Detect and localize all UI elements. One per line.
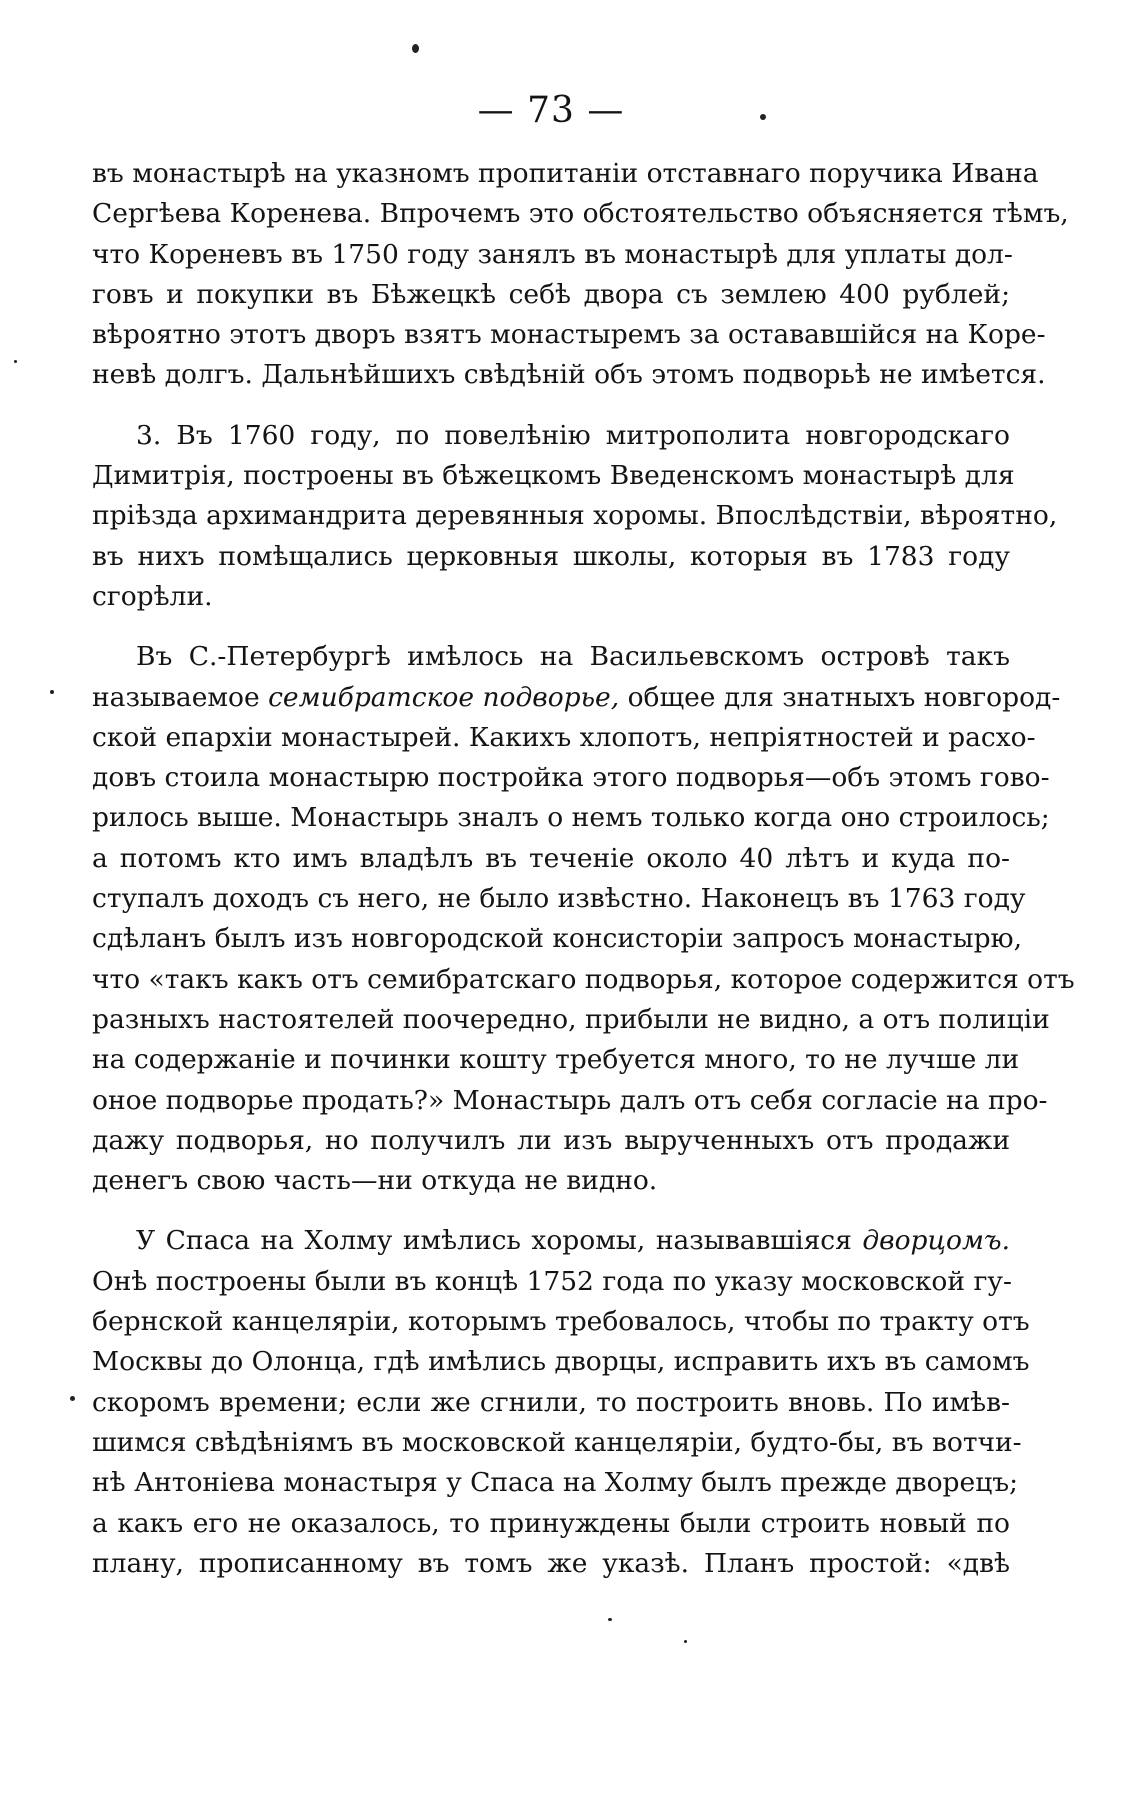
text-line: Сергѣева Коренева. Впрочемъ это обстоятельство объясняется тѣмъ, — [92, 198, 1069, 230]
text-line: скоромъ времени; если же сгнили, то построить вновь. По имѣв- — [92, 1386, 1010, 1418]
text-line: Димитрія, построены въ бѣжецкомъ Введенскомъ монастырѣ для — [92, 460, 1015, 492]
text-line: Въ С.-Петербургѣ имѣлось на Васильевскомъ островѣ такъ — [136, 641, 1010, 673]
text-line: Москвы до Олонца, гдѣ имѣлись дворцы, исправить ихъ въ самомъ — [92, 1346, 1030, 1378]
text-line: ступалъ доходъ съ него, не было извѣстно. Наконецъ въ 1763 году — [92, 883, 1026, 915]
text-line: невѣ долгъ. Дальнѣйшихъ свѣдѣній объ этомъ подворьѣ не имѣется. — [92, 359, 1046, 391]
paragraph-4 — [92, 1221, 1030, 1584]
text-line: оное подворье продать?» Монастырь далъ отъ себя согласіе на про- — [92, 1084, 1048, 1116]
text-line: ской епархіи монастырей. Какихъ хлопотъ, непріятностей и расхо- — [92, 721, 1036, 753]
text-line: вѣроятно этотъ дворъ взятъ монастыремъ за остававшійся на Коре- — [92, 319, 1046, 351]
text-line: пріѣзда архимандрита деревянныя хоромы. Впослѣдствіи, вѣроятно, — [92, 500, 1058, 532]
text-line: въ монастырѣ на указномъ пропитаніи отставнаго поручика Ивана — [92, 158, 1039, 189]
paragraph-3 — [92, 637, 1075, 1201]
scan-speck — [50, 690, 54, 694]
text-line: нѣ Антоніева монастыря у Спаса на Холму былъ прежде дворецъ; — [92, 1467, 1019, 1499]
text-line: бернской канцеляріи, которымъ требовалось, чтобы по тракту отъ — [92, 1306, 1030, 1338]
text-line: а какъ его не оказалось, то принуждены были строить новый по — [92, 1507, 1010, 1539]
italic-phrase: семибратское подворье, — [268, 681, 620, 713]
text-line-with-italic: называемое семибратское подворье, общее для знатныхъ новгород- — [92, 681, 1061, 713]
text-line: что «такъ какъ отъ семибратскаго подворья, которое содержится отъ — [92, 963, 1075, 995]
scan-speck — [684, 1640, 687, 1643]
text-line: дажу подворья, но получилъ ли изъ вырученныхъ отъ продажи — [92, 1124, 1010, 1156]
text-line: что Кореневъ въ 1750 году занялъ въ монастырѣ для уплаты дол- — [92, 238, 1013, 270]
scan-speck — [14, 360, 17, 363]
paragraph-2 — [92, 416, 1058, 617]
text-line-with-italic: У Спаса на Холму имѣлись хоромы, называвшіяся дворцомъ. — [136, 1225, 1010, 1257]
scan-speck — [760, 114, 766, 120]
text-line: а потомъ кто имъ владѣлъ въ теченіе около 40 лѣтъ и куда по- — [92, 842, 1010, 874]
paragraph-1 — [92, 154, 1069, 396]
book-page — [92, 86, 1075, 1584]
text-line: сгорѣли. — [92, 580, 213, 612]
text-line: шимся свѣдѣніямъ въ московской канцеляріи, будто-бы, въ вотчи- — [92, 1426, 1022, 1458]
text-line: довъ стоила монастырю постройка этого подворья—объ этомъ гово- — [92, 762, 1050, 794]
italic-phrase: дворцомъ. — [862, 1225, 1010, 1257]
scan-speck — [412, 44, 419, 53]
text-line: Онѣ построены были въ концѣ 1752 года по указу московской гу- — [92, 1265, 1012, 1297]
text-line: 3. Въ 1760 году, по повелѣнію митрополита новгородскаго — [136, 419, 1010, 451]
text-line: въ нихъ помѣщались церковныя школы, которыя въ 1783 году — [92, 540, 1010, 572]
text-line: разныхъ настоятелей поочередно, прибыли не видно, а отъ полиціи — [92, 1003, 1050, 1035]
text-line: на содержаніе и починки кошту требуется много, то не лучше ли — [92, 1044, 1020, 1076]
text-line: плану, прописанному въ томъ же указѣ. Планъ простой: «двѣ — [92, 1547, 1010, 1579]
text-line: рилось выше. Монастырь зналъ о немъ только когда оно строилось; — [92, 802, 1050, 834]
scan-speck — [608, 1618, 612, 1621]
page-number: — 73 — — [477, 90, 625, 131]
scan-speck — [70, 1396, 75, 1401]
text-line: денегъ свою часть—ни откуда не видно. — [92, 1165, 658, 1197]
text-line: сдѣланъ былъ изъ новгородской консисторіи запросъ монастырю, — [92, 923, 1023, 955]
text-line: говъ и покупки въ Бѣжецкѣ себѣ двора съ землею 400 рублей; — [92, 278, 1010, 310]
